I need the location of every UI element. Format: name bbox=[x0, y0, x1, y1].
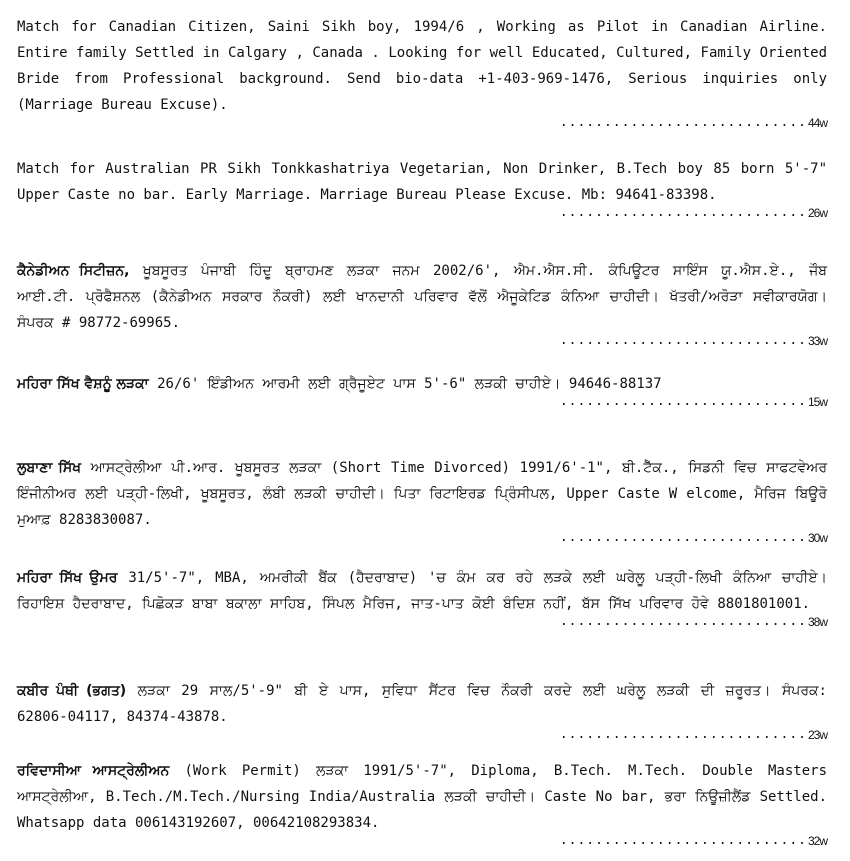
ad-code: 23w bbox=[807, 728, 827, 742]
ad-heading: ਕਬੀਰ ਪੰਥੀ (ਭਗਤ) bbox=[17, 683, 127, 699]
ad-reference bbox=[17, 834, 827, 854]
ad-reference bbox=[17, 531, 827, 551]
leader-dots: ............................ bbox=[559, 394, 807, 409]
ad-body bbox=[17, 758, 827, 836]
ad-text: ਲੜਕਾ 29 ਸਾਲ/5'-9" ਬੀ ਏ ਪਾਸ, ਸੁਵਿਧਾ ਸੈਂਟਰ ਵਿਚ ਨੌਕਰੀ ਕਰਦੇ ਲਈ ਘਰੇਲੂ ਲੜਕੀ ਦੀ ਜ਼ਰੂਰਤ। ਸੰਪਰਕ: 62806-04117, 84374-43878. bbox=[17, 683, 827, 725]
ad-reference bbox=[17, 116, 827, 136]
ad-text: ਆਸਟ੍ਰੇਲੀਆ ਪੀ.ਆਰ. ਖੂਬਸੂਰਤ ਲੜਕਾ (Short Time Divorced) 1991/6'-1", ਬੀ.ਟੈੱਕ., ਸਿਡਨੀ ਵਿਚ ਸਾਫਟਵੇਅਰ ਇੰਜੀਨੀਅਰ ਲਈ ਪੜ੍ਹੀ-ਲਿਖੀ, ਖੂਬਸੂਰਤ, ਲੰਬੀ ਲੜਕੀ ਚਾਹੀਦੀ। ਪਿਤਾ ਰਿਟਾਇਰਡ ਪ੍ਰਿੰਸੀਪਲ, Upper Caste W elcome, ਮੈਰਿਜ ਬਿਊਰੋ ਮੁਆਫ਼ 8283830087. bbox=[17, 460, 827, 528]
leader-dots: ............................ bbox=[559, 614, 807, 629]
ad-heading: ਮਹਿਰਾ ਸਿੱਖ ਵੈਸ਼ਨੂੰ ਲੜਕਾ bbox=[17, 376, 149, 392]
ad-reference bbox=[17, 334, 827, 354]
ad-reference bbox=[17, 615, 827, 635]
ad-text: ਖੂਬਸੂਰਤ ਪੰਜਾਬੀ ਹਿੰਦੂ ਬ੍ਰਾਹਮਣ ਲੜਕਾ ਜਨਮ 2002/6', ਐਮ.ਐਸ.ਸੀ. ਕੰਪਿਊਟਰ ਸਾਇੰਸ ਯੂ.ਐਸ.ਏ., ਜੌਬ ਆਈ.ਟੀ. ਪ੍ਰੋਫੈਸ਼ਨਲ (ਕੈਨੇਡੀਅਨ ਸਰਕਾਰ ਨੌਕਰੀ) ਲਈ ਖਾਨਦਾਨੀ ਪਰਿਵਾਰ ਵੱਲੋਂ ਐਜੂਕੇਟਿਡ ਕੰਨਿਆ ਚਾਹੀਦੀ। ਖੱਤਰੀ/ਅਰੋੜਾ ਸਵੀਕਾਰਯੋਗ। ਸੰਪਰਕ # 98772-69965. bbox=[17, 263, 827, 331]
leader-dots: ............................ bbox=[559, 205, 807, 220]
leader-dots: ............................ bbox=[559, 833, 807, 848]
ad-text: 26/6' ਇੰਡੀਅਨ ਆਰਮੀ ਲਈ ਗ੍ਰੈਜੂਏਟ ਪਾਸ 5'-6" ਲੜਕੀ ਚਾਹੀਏ। 94646-88137 bbox=[148, 376, 662, 392]
matrimonial-ad bbox=[17, 156, 827, 226]
matrimonial-ad bbox=[17, 758, 827, 854]
ad-code: 38w bbox=[807, 615, 827, 629]
ad-code: 32w bbox=[807, 834, 827, 848]
ad-text: 31/5'-7", MBA, ਅਮਰੀਕੀ ਬੈਂਕ (ਹੈਦਰਾਬਾਦ) 'ਚ ਕੰਮ ਕਰ ਰਹੇ ਲੜਕੇ ਲਈ ਘਰੇਲੂ ਪੜ੍ਹੀ-ਲਿਖੀ ਕੰਨਿਆ ਚਾਹੀਏ। ਰਿਹਾਇਸ਼ ਹੈਦਰਾਬਾਦ, ਪਿਛੋਕੜ ਬਾਬਾ ਬਕਾਲਾ ਸਾਹਿਬ, ਸਿੰਪਲ ਮੈਰਿਜ, ਜਾਤ-ਪਾਤ ਕੋਈ ਬੰਦਿਸ਼ ਨਹੀਂ, ਬੱਸ ਸਿੱਖ ਪਰਿਵਾਰ ਹੋਵੇ 8801801001. bbox=[17, 570, 827, 612]
leader-dots: ............................ bbox=[559, 727, 807, 742]
ad-text: (Work Permit) ਲੜਕਾ 1991/5'-7", Diploma, B.Tech. M.Tech. Double Masters ਆਸਟ੍ਰੇਲੀਆ, B.Tech./M.Tech./Nursing India/Australia ਲੜਕੀ ਚਾਹੀਦੀ। Caste No bar, ਭਰਾ ਨਿਊਜ਼ੀਲੈਂਡ Settled. Whatsapp data 006143192607, 00642108293834. bbox=[17, 763, 828, 831]
matrimonial-ad bbox=[17, 565, 827, 635]
ad-reference bbox=[17, 728, 827, 748]
ad-text: Match for Canadian Citizen, Saini Sikh boy, 1994/6 , Working as Pilot in Canadian Airline. Entire family Settled in Calgary , Canada . Looking for well Educated, Cultured, Family Oriented Bride from Professional background. Send bio-data +1-403-969-1476, Serious inquiries only (Marriage Bureau Excuse). bbox=[17, 19, 827, 113]
matrimonial-ad bbox=[17, 258, 827, 354]
ad-heading: ਲੁਬਾਣਾ ਸਿੱਖ bbox=[17, 460, 82, 476]
leader-dots: ............................ bbox=[559, 115, 807, 130]
matrimonial-ad bbox=[17, 455, 827, 551]
matrimonial-ad bbox=[17, 678, 827, 748]
ad-code: 26w bbox=[807, 206, 827, 220]
ad-code: 30w bbox=[807, 531, 827, 545]
leader-dots: ............................ bbox=[559, 530, 807, 545]
ad-body bbox=[17, 455, 827, 533]
ad-body bbox=[17, 14, 827, 118]
ad-text: Match for Australian PR Sikh Tonkkashatriya Vegetarian, Non Drinker, B.Tech boy 85 born 5'-7" Upper Caste no bar. Early Marriage. Marriage Bureau Please Excuse. Mb: 94641-83398. bbox=[17, 161, 827, 203]
ad-body bbox=[17, 258, 827, 336]
ad-code: 15w bbox=[807, 395, 827, 409]
matrimonial-ad bbox=[17, 14, 827, 136]
leader-dots: ............................ bbox=[559, 333, 807, 348]
ad-reference bbox=[17, 395, 827, 415]
ad-reference bbox=[17, 206, 827, 226]
ad-code: 33w bbox=[807, 334, 827, 348]
matrimonial-ad bbox=[17, 371, 827, 415]
ad-heading: ਰਵਿਦਾਸੀਆ ਆਸਟ੍ਰੇਲੀਅਨ bbox=[17, 763, 170, 779]
ad-heading: ਕੈਨੇਡੀਅਨ ਸਿਟੀਜ਼ਨ, bbox=[17, 263, 130, 279]
ad-heading: ਮਹਿਰਾ ਸਿੱਖ ਉਮਰ bbox=[17, 570, 118, 586]
ad-code: 44w bbox=[807, 116, 827, 130]
